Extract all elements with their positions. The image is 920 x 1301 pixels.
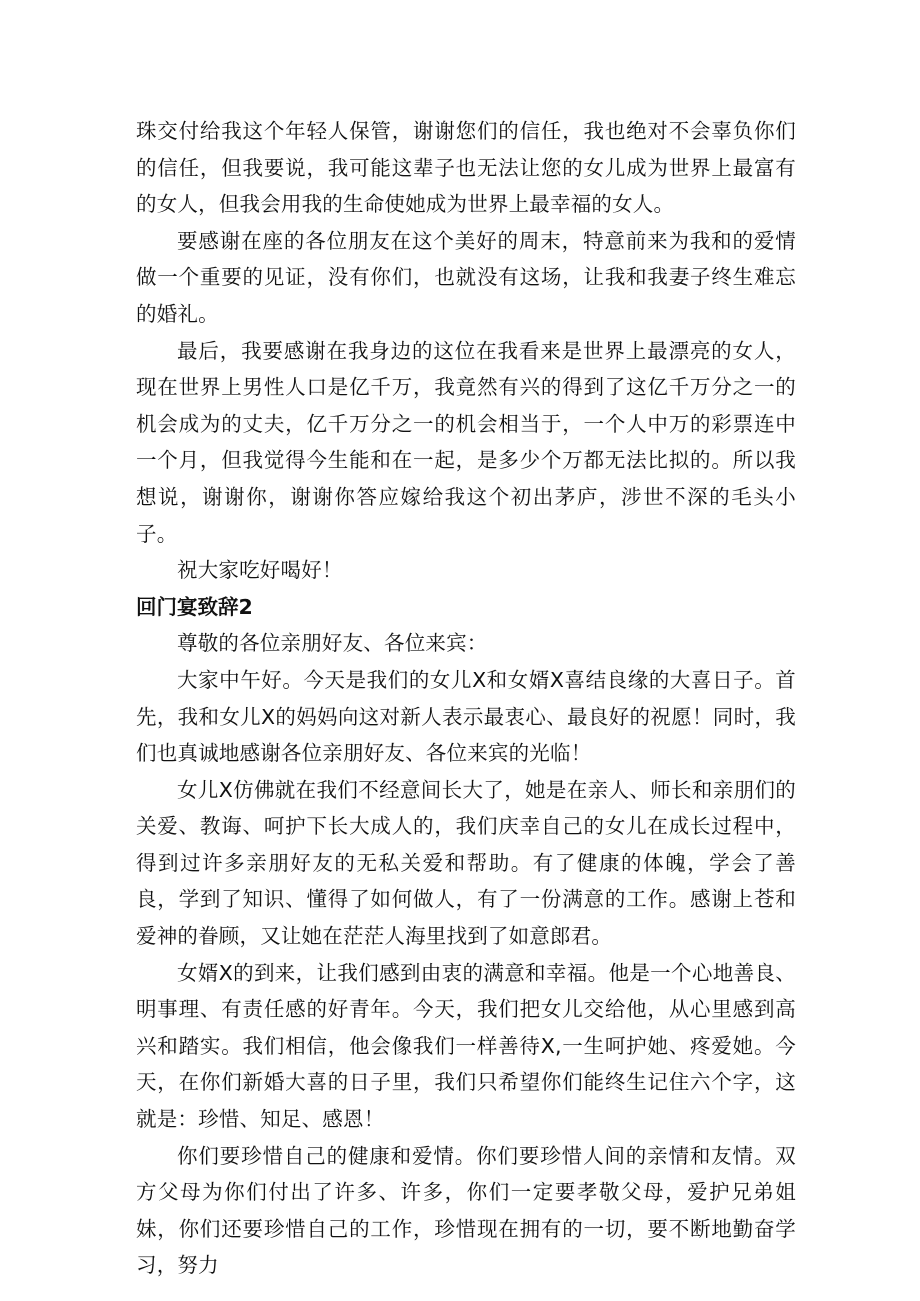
section-heading: 回门宴致辞2 bbox=[136, 594, 253, 619]
paragraph-cherish: 你们要珍惜自己的健康和爱情。你们要珍惜人间的亲情和友情。双方父母为你们付出了许多、许多，你们一定要孝敬父母，爱护兄弟姐妹，你们还要珍惜自己的工作，珍惜现在拥有的一切，要不断地勤奋学习，努力 bbox=[136, 1143, 796, 1278]
paragraph-salutation: 尊敬的各位亲朋好友、各位来宾： bbox=[177, 631, 488, 656]
paragraph-thanks-wife: 最后，我要感谢在我身边的这位在我看来是世界上最漂亮的女人，现在世界上男性人口是亿千万，我竟然有兴的得到了这亿千万分之一的机会成为的丈夫，亿千万分之一的机会相当于，一个人中万的彩票连中一个月，但我觉得今生能和在一起，是多少个万都无法比拟的。所以我想说，谢谢你，谢谢你答应嫁给我这个初出茅庐，涉世不深的毛头小子。 bbox=[136, 338, 796, 546]
paragraph-greeting: 大家中午好。今天是我们的女儿X和女婿X喜结良缘的大喜日子。首先，我和女儿X的妈妈向这对新人表示最衷心、最良好的祝愿！同时，我们也真诚地感谢各位亲朋好友、各位来宾的光临！ bbox=[136, 667, 796, 766]
paragraph-daughter: 女儿X仿佛就在我们不经意间长大了，她是在亲人、师长和亲朋们的关爱、教诲、呵护下长大成人的，我们庆幸自己的女儿在成长过程中，得到过许多亲朋好友的无私关爱和帮助。有了健康的体魄，学会了善良，学到了知识、懂得了如何做人，有了一份满意的工作。感谢上苍和爱神的眷顾，又让她在茫茫人海里找到了如意郎君。 bbox=[136, 777, 796, 949]
paragraph-continued: 珠交付给我这个年轻人保管，谢谢您们的信任，我也绝对不会辜负你们的信任，但我要说，我可能这辈子也无法让您的女儿成为世界上最富有的女人，但我会用我的生命使她成为世界上最幸福的女人。 bbox=[136, 119, 796, 217]
document-body bbox=[136, 113, 796, 1284]
paragraph-closing-wish: 祝大家吃好喝好！ bbox=[177, 558, 343, 583]
paragraph-son-in-law: 女婿X的到来，让我们感到由衷的满意和幸福。他是一个心地善良、明事理、有责任感的好青年。今天，我们把女儿交给他，从心里感到高兴和踏实。我们相信，他会像我们一样善待X,一生呵护她、疼爱她。今天，在你们新婚大喜的日子里，我们只希望你们能终生记住六个字，这就是：珍惜、知足、感恩！ bbox=[136, 960, 796, 1132]
paragraph-thanks-friends: 要感谢在座的各位朋友在这个美好的周末，特意前来为我和的爱情做一个重要的见证，没有你们，也就没有这场，让我和我妻子终生难忘的婚礼。 bbox=[136, 228, 796, 326]
